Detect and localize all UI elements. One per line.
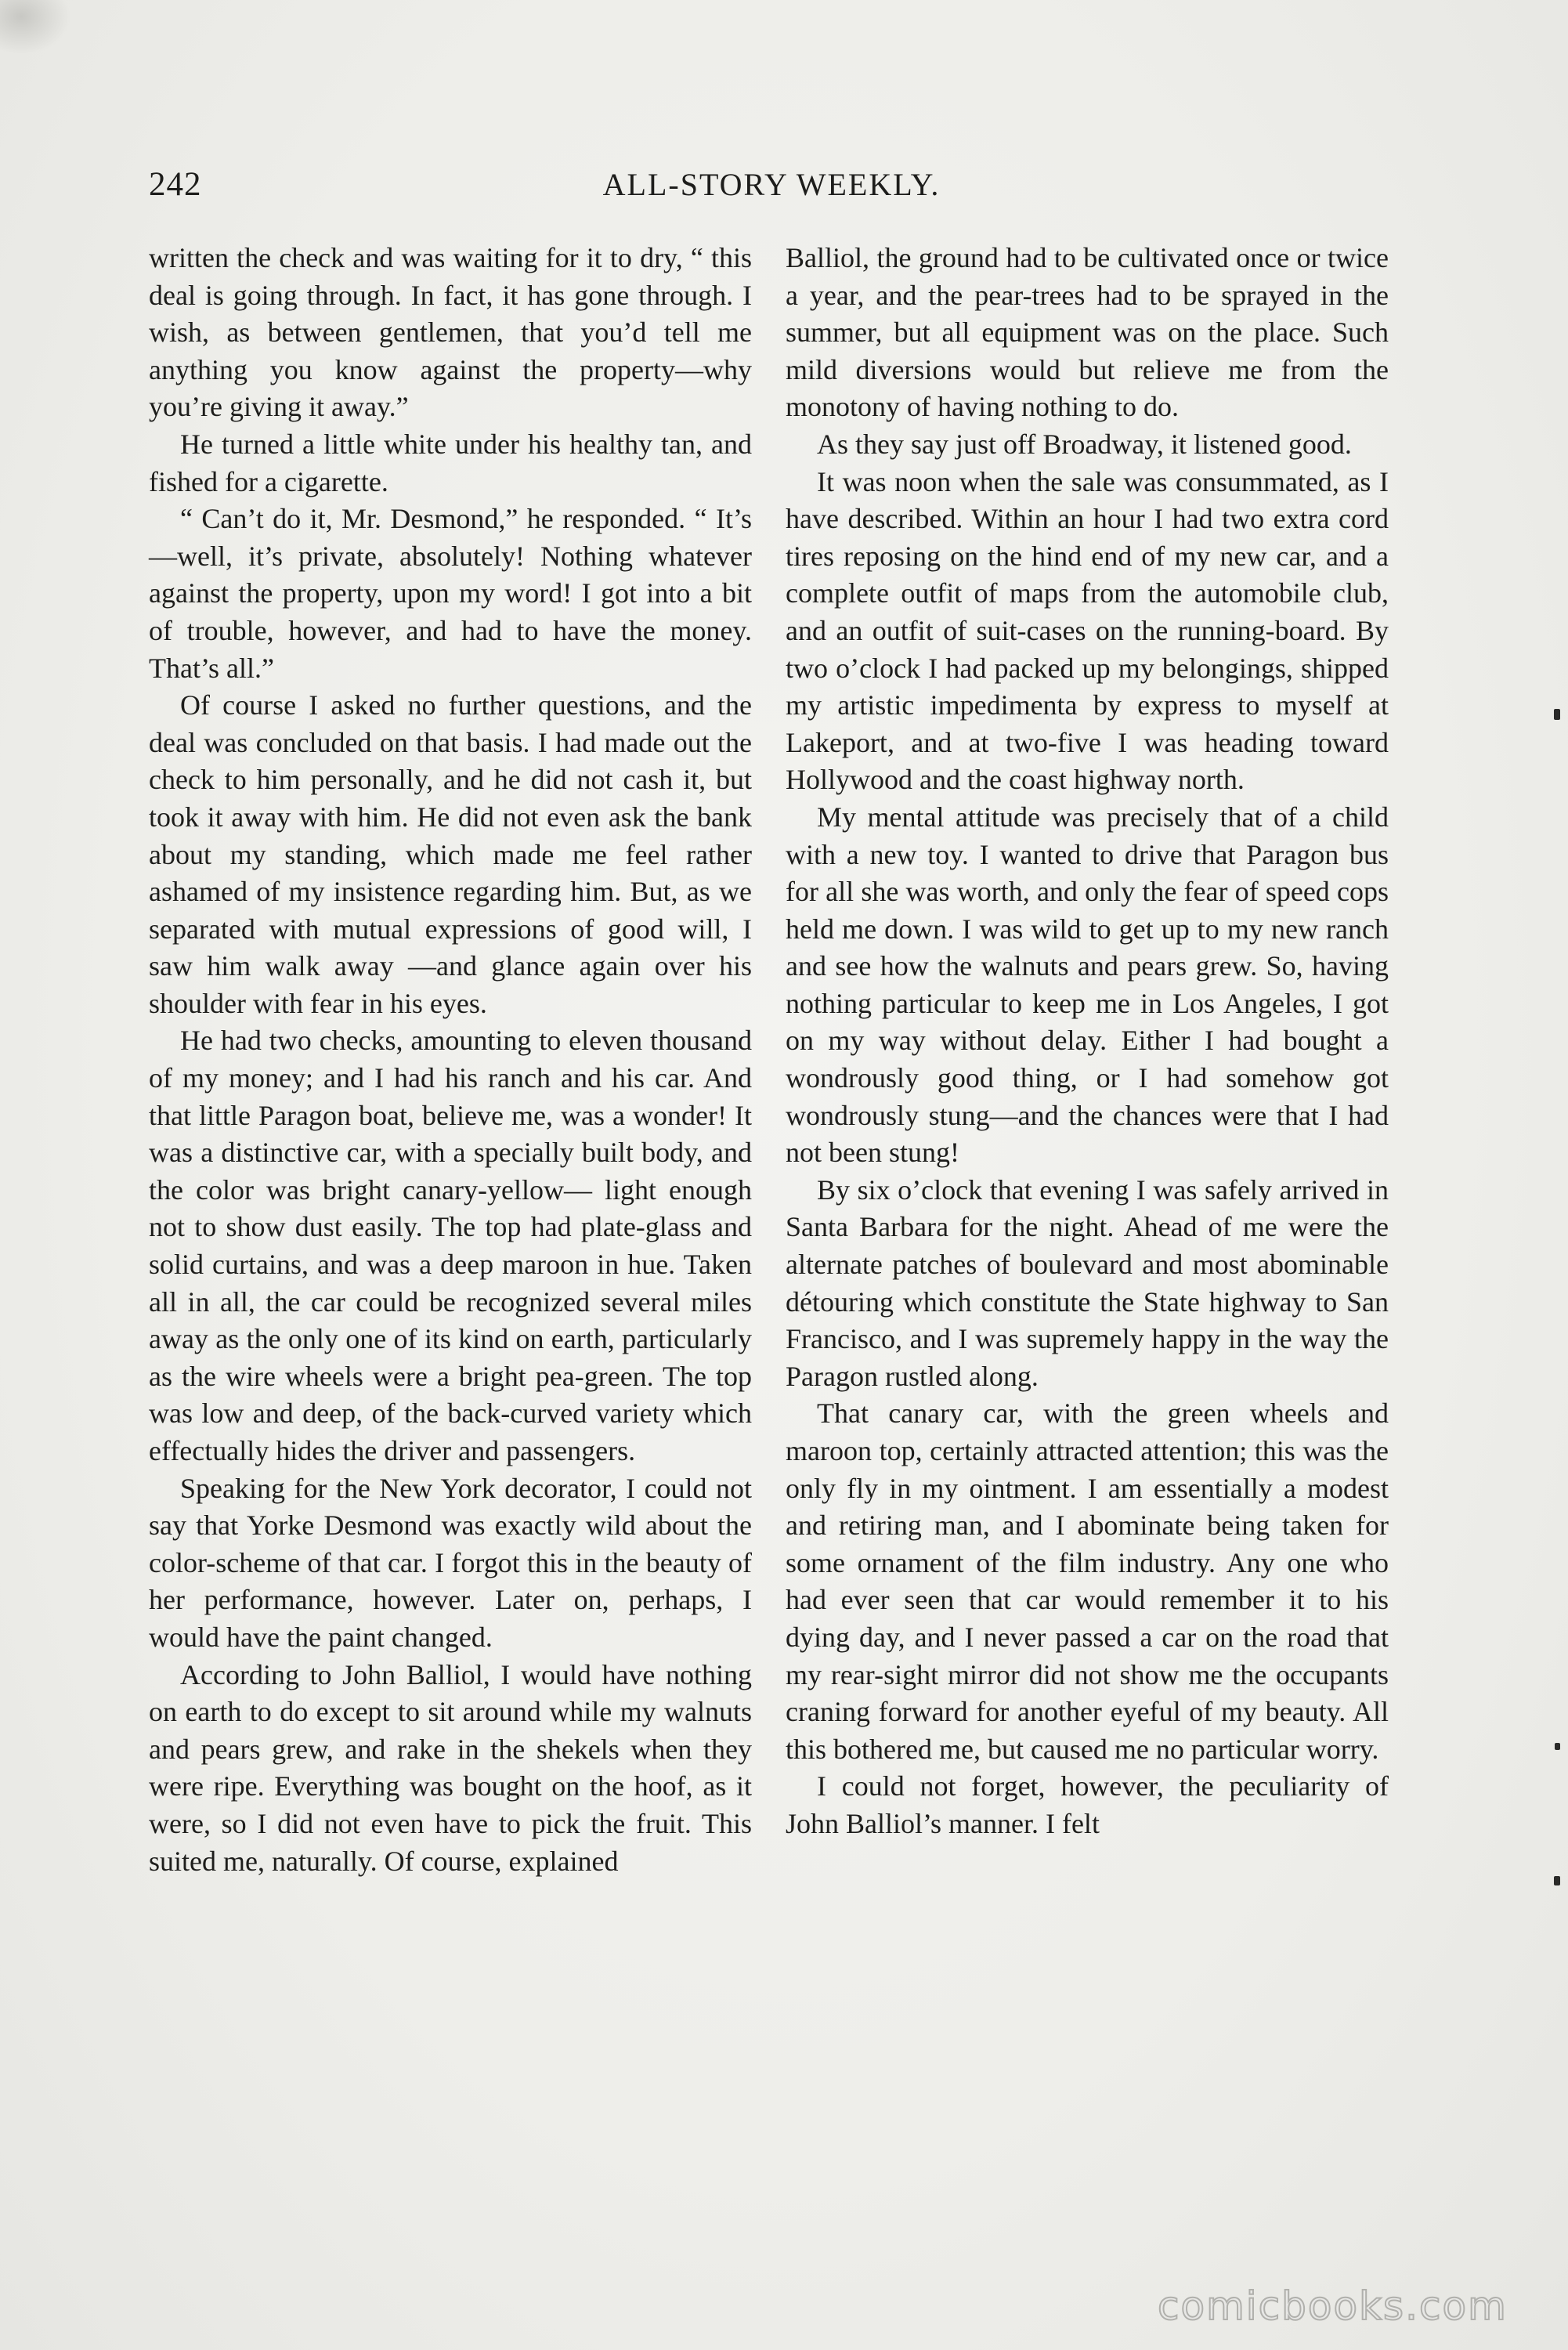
scan-speck	[1554, 709, 1560, 720]
page-header	[149, 161, 1394, 208]
paragraph: Of course I asked no further questions, and the deal was concluded on that basis. I had made out the check to him personally, and he did not cash it, but took it away with him. He did not even ask the bank about my standing, which made me feel rather ashamed of my insistence regarding him. But, as we separated with mutual expressions of good will, I saw him walk away —and glance again over his shoulder with fear in his eyes.	[149, 689, 752, 1019]
paragraph: According to John Balliol, I would have nothing on earth to do except to sit around while my walnuts and pears grew, and rake in the shekels when they were ripe. Everything was bought on the hoof, as it were, so I did not even have to pick the fruit. This suited me, naturally. Of course, explained	[149, 1658, 752, 1877]
page-number: 242	[149, 166, 202, 203]
paragraph: Speaking for the New York decorator, I could not say that Yorke Desmond was exactly wild about the color-scheme of that car. I forgot this in the beauty of her performance, however. Later on, perhaps, I would have the paint changed.	[149, 1472, 752, 1653]
paragraph: As they say just off Broadway, it listened good.	[817, 428, 1352, 460]
right-text-column	[786, 240, 1389, 1843]
left-text-column	[149, 240, 752, 1880]
watermark: comicbooks.com	[1158, 2283, 1508, 2329]
paragraph: By six o’clock that evening I was safely arrived in Santa Barbara for the night. Ahead of me were the alternate patches of boulevard and most abominable détouring which constitute the State highway to San Francisco, and I was supremely happy in the way the Paragon rustled along.	[786, 1173, 1389, 1392]
scan-speck	[1555, 1743, 1560, 1750]
scan-smudge	[0, 0, 70, 55]
paragraph: He had two checks, amounting to eleven thousand of my money; and I had his ranch and his car. And that little Paragon boat, believe me, was a wonder! It was a distinctive car, with a specially built body, and the color was bright canary-yellow— light enough not to show dust easily. The top had plate-glass and solid curtains, and was a deep maroon in hue. Taken all in all, the car could be recognized several miles away as the only one of its kind on earth, particularly as the wire wheels were a bright pea-green. The top was low and deep, of the back-curved variety which effectually hides the driver and passengers.	[149, 1025, 752, 1466]
paragraph: I could not forget, however, the peculiarity of John Balliol’s manner. I felt	[786, 1770, 1389, 1839]
paragraph: My mental attitude was precisely that of a child with a new toy. I wanted to drive that Paragon bus for all she was worth, and only the fear of speed cops held me down. I was wild to get up to my new ranch and see how the walnuts and pears grew. So, having nothing particular to keep me in Los Angeles, I got on my way without delay. Either I had bought a wondrously good thing, or I had somehow got wondrously stung—and the chances were that I had not been stung!	[786, 801, 1389, 1169]
paragraph: He turned a little white under his healthy tan, and fished for a cigarette.	[149, 428, 752, 497]
running-title: ALL-STORY WEEKLY.	[602, 167, 941, 202]
scan-speck	[1554, 1876, 1560, 1885]
paragraph: written the check and was waiting for it to dry, “ this deal is going through. In fact, it has gone through. I wish, as between gentlemen, that you’d tell me anything you know against the property—why you’re giving it away.”	[149, 242, 752, 423]
paragraph: Balliol, the ground had to be cultivated once or twice a year, and the pear-trees had to be sprayed in the summer, but all equipment was on the place. Such mild diversions would but relieve me from the monotony of having nothing to do.	[786, 242, 1389, 423]
paragraph: “ Can’t do it, Mr. Desmond,” he responded. “ It’s—well, it’s private, absolutely! Nothing whatever against the property, upon my word! I got into a bit of trouble, however, and had to have the money. That’s all.”	[149, 503, 752, 684]
paragraph: That canary car, with the green wheels and maroon top, certainly attracted attention; this was the only fly in my ointment. I am essentially a modest and retiring man, and I abominate being taken for some ornament of the film industry. Any one who had ever seen that car would remember it to his dying day, and I never passed a car on the road that my rear-sight mirror did not show me the occupants craning forward for another eyeful of my beauty. All this bothered me, but caused me no particular worry.	[786, 1397, 1389, 1765]
paragraph: It was noon when the sale was consummated, as I have described. Within an hour I had two extra cord tires reposing on the hind end of my new car, and a complete outfit of maps from the automobile club, and an outfit of suit-cases on the running-board. By two o’clock I had packed up my belongings, shipped my artistic impedimenta by express to myself at Lakeport, and at two-five I was heading toward Hollywood and the coast highway north.	[786, 465, 1389, 796]
